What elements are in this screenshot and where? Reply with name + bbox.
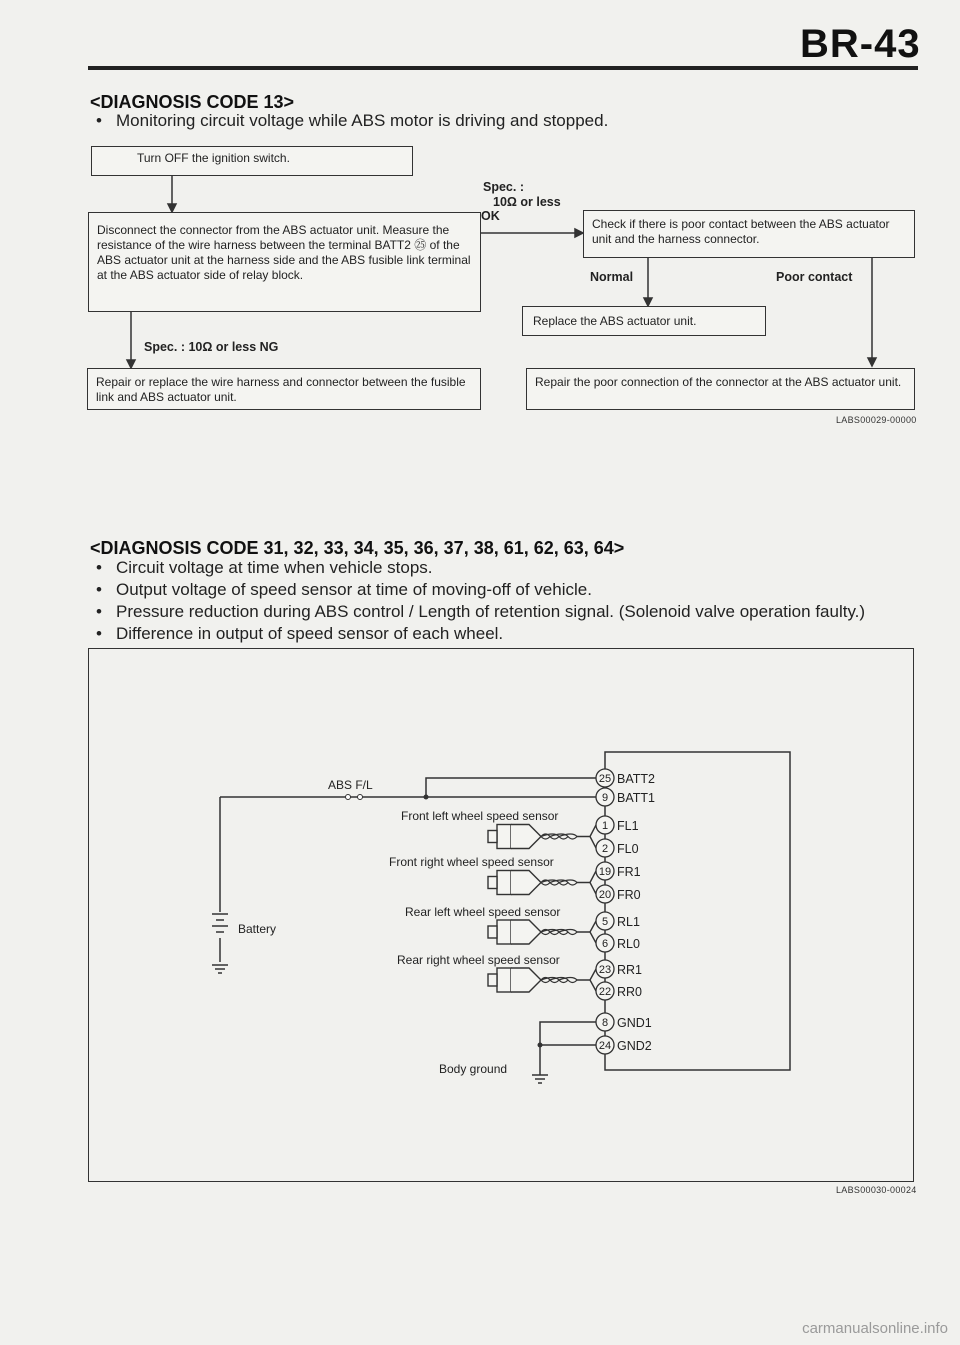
flow-step-repair-harness: Repair or replace the wire harness and connector between the fusible link and ABS actuator unit. (87, 368, 481, 410)
bullet-item: • Pressure reduction during ABS control / Length of retention signal. (Solenoid valve operation faulty.) (90, 601, 930, 623)
page-number: BR-43 (800, 22, 921, 66)
terminal-batt2 (596, 769, 655, 787)
terminal-number: 24 (598, 1040, 612, 1052)
terminal-fr0 (596, 885, 641, 903)
terminal-gnd1 (596, 1013, 652, 1031)
terminal-name: RR1 (617, 963, 643, 977)
terminal-number: 25 (598, 773, 612, 785)
terminal-number: 8 (601, 1017, 609, 1029)
terminal-name: GND1 (617, 1016, 652, 1030)
sensor-3 (405, 905, 596, 944)
terminal-rr1 (596, 960, 642, 978)
terminal-rl1 (596, 912, 640, 930)
sensor-label: Front left wheel speed sensor (401, 809, 559, 823)
flow-step-measure-resistance: Disconnect the connector from the ABS actuator unit. Measure the resistance of the wire harness between the terminal BATT2 ㉕ of the ABS actuator unit at the harness side and the ABS fusible link terminal at the ABS actuator side of relay block. (88, 212, 481, 312)
sensor-4 (397, 953, 596, 992)
terminal-fl0 (596, 839, 639, 857)
terminal-rr0 (596, 982, 642, 1000)
section-title-code-13: <DIAGNOSIS CODE 13> (90, 92, 295, 112)
terminal-number: 19 (598, 866, 612, 878)
sensor-body (497, 968, 511, 992)
sensor-1 (401, 809, 596, 849)
terminal-number: 5 (601, 916, 609, 928)
terminal-name: FR0 (617, 888, 641, 902)
sensor-label: Rear right wheel speed sensor (397, 953, 560, 967)
terminal-name: FL1 (617, 819, 639, 833)
terminal-fr1 (596, 862, 641, 880)
terminal-number: 22 (598, 986, 612, 998)
poor-contact-label: Poor contact (776, 270, 853, 284)
flow-step-replace-unit: Replace the ABS actuator unit. (522, 306, 766, 336)
sensor-body (497, 871, 511, 895)
figure-code-1: LABS00029-00000 (836, 415, 917, 425)
terminal-number: 1 (601, 820, 609, 832)
spec-ok-label: Spec. : (483, 180, 524, 194)
sensor-label: Rear left wheel speed sensor (405, 905, 561, 919)
terminal-number: 23 (598, 964, 612, 976)
terminal-name: BATT2 (617, 772, 655, 786)
normal-label: Normal (590, 270, 634, 284)
bullet-item: • Monitoring circuit voltage while ABS motor is driving and stopped. (90, 110, 890, 132)
flow-step-ignition-off: Turn OFF the ignition switch. (91, 146, 413, 176)
terminal-number: 2 (601, 843, 609, 855)
terminal-fl1 (596, 816, 639, 834)
spec-ok-result: OK (481, 209, 500, 223)
terminal-name: RL1 (617, 915, 640, 929)
abs-fl-label: ABS F/L (328, 778, 373, 792)
spec-ng-label: Spec. : 10Ω or less NG (144, 340, 279, 354)
terminal-number: 9 (601, 792, 609, 804)
terminal-rl0 (596, 934, 640, 952)
battery-label: Battery (238, 922, 277, 936)
bullet-item: • Circuit voltage at time when vehicle stops. (90, 557, 930, 579)
terminal-name: RR0 (617, 985, 643, 999)
sensor-body (497, 825, 511, 849)
section-title-code-31: <DIAGNOSIS CODE 31, 32, 33, 34, 35, 36, 37, 38, 61, 62, 63, 64> (90, 538, 625, 558)
terminal-number: 6 (601, 938, 609, 950)
terminal-number: 20 (598, 889, 612, 901)
figure-code-2: LABS00030-00024 (836, 1185, 917, 1195)
flow-step-repair-connection: Repair the poor connection of the connector at the ABS actuator unit. (526, 368, 915, 410)
body-ground-label: Body ground (439, 1062, 508, 1076)
sensor-body (497, 920, 511, 944)
terminal-name: GND2 (617, 1039, 652, 1053)
sensor-label: Front right wheel speed sensor (389, 855, 554, 869)
terminal-name: RL0 (617, 937, 640, 951)
terminal-batt1 (596, 788, 655, 806)
terminal-name: FL0 (617, 842, 639, 856)
body-ground-symbol (532, 1075, 548, 1083)
watermark: carmanualsonline.info (802, 1320, 948, 1337)
bullet-item: • Difference in output of speed sensor of each wheel. (90, 623, 930, 645)
bullet-item: • Output voltage of speed sensor at time of moving-off of vehicle. (90, 579, 930, 601)
terminal-gnd2 (596, 1036, 652, 1054)
sensor-2 (389, 855, 596, 895)
terminal-name: BATT1 (617, 791, 655, 805)
wheel-speed-sensors (389, 809, 596, 992)
terminal-name: FR1 (617, 865, 641, 879)
spec-ok-value: 10Ω or less (493, 195, 561, 209)
flow-step-check-contact: Check if there is poor contact between the ABS actuator unit and the harness connector. (583, 210, 915, 258)
